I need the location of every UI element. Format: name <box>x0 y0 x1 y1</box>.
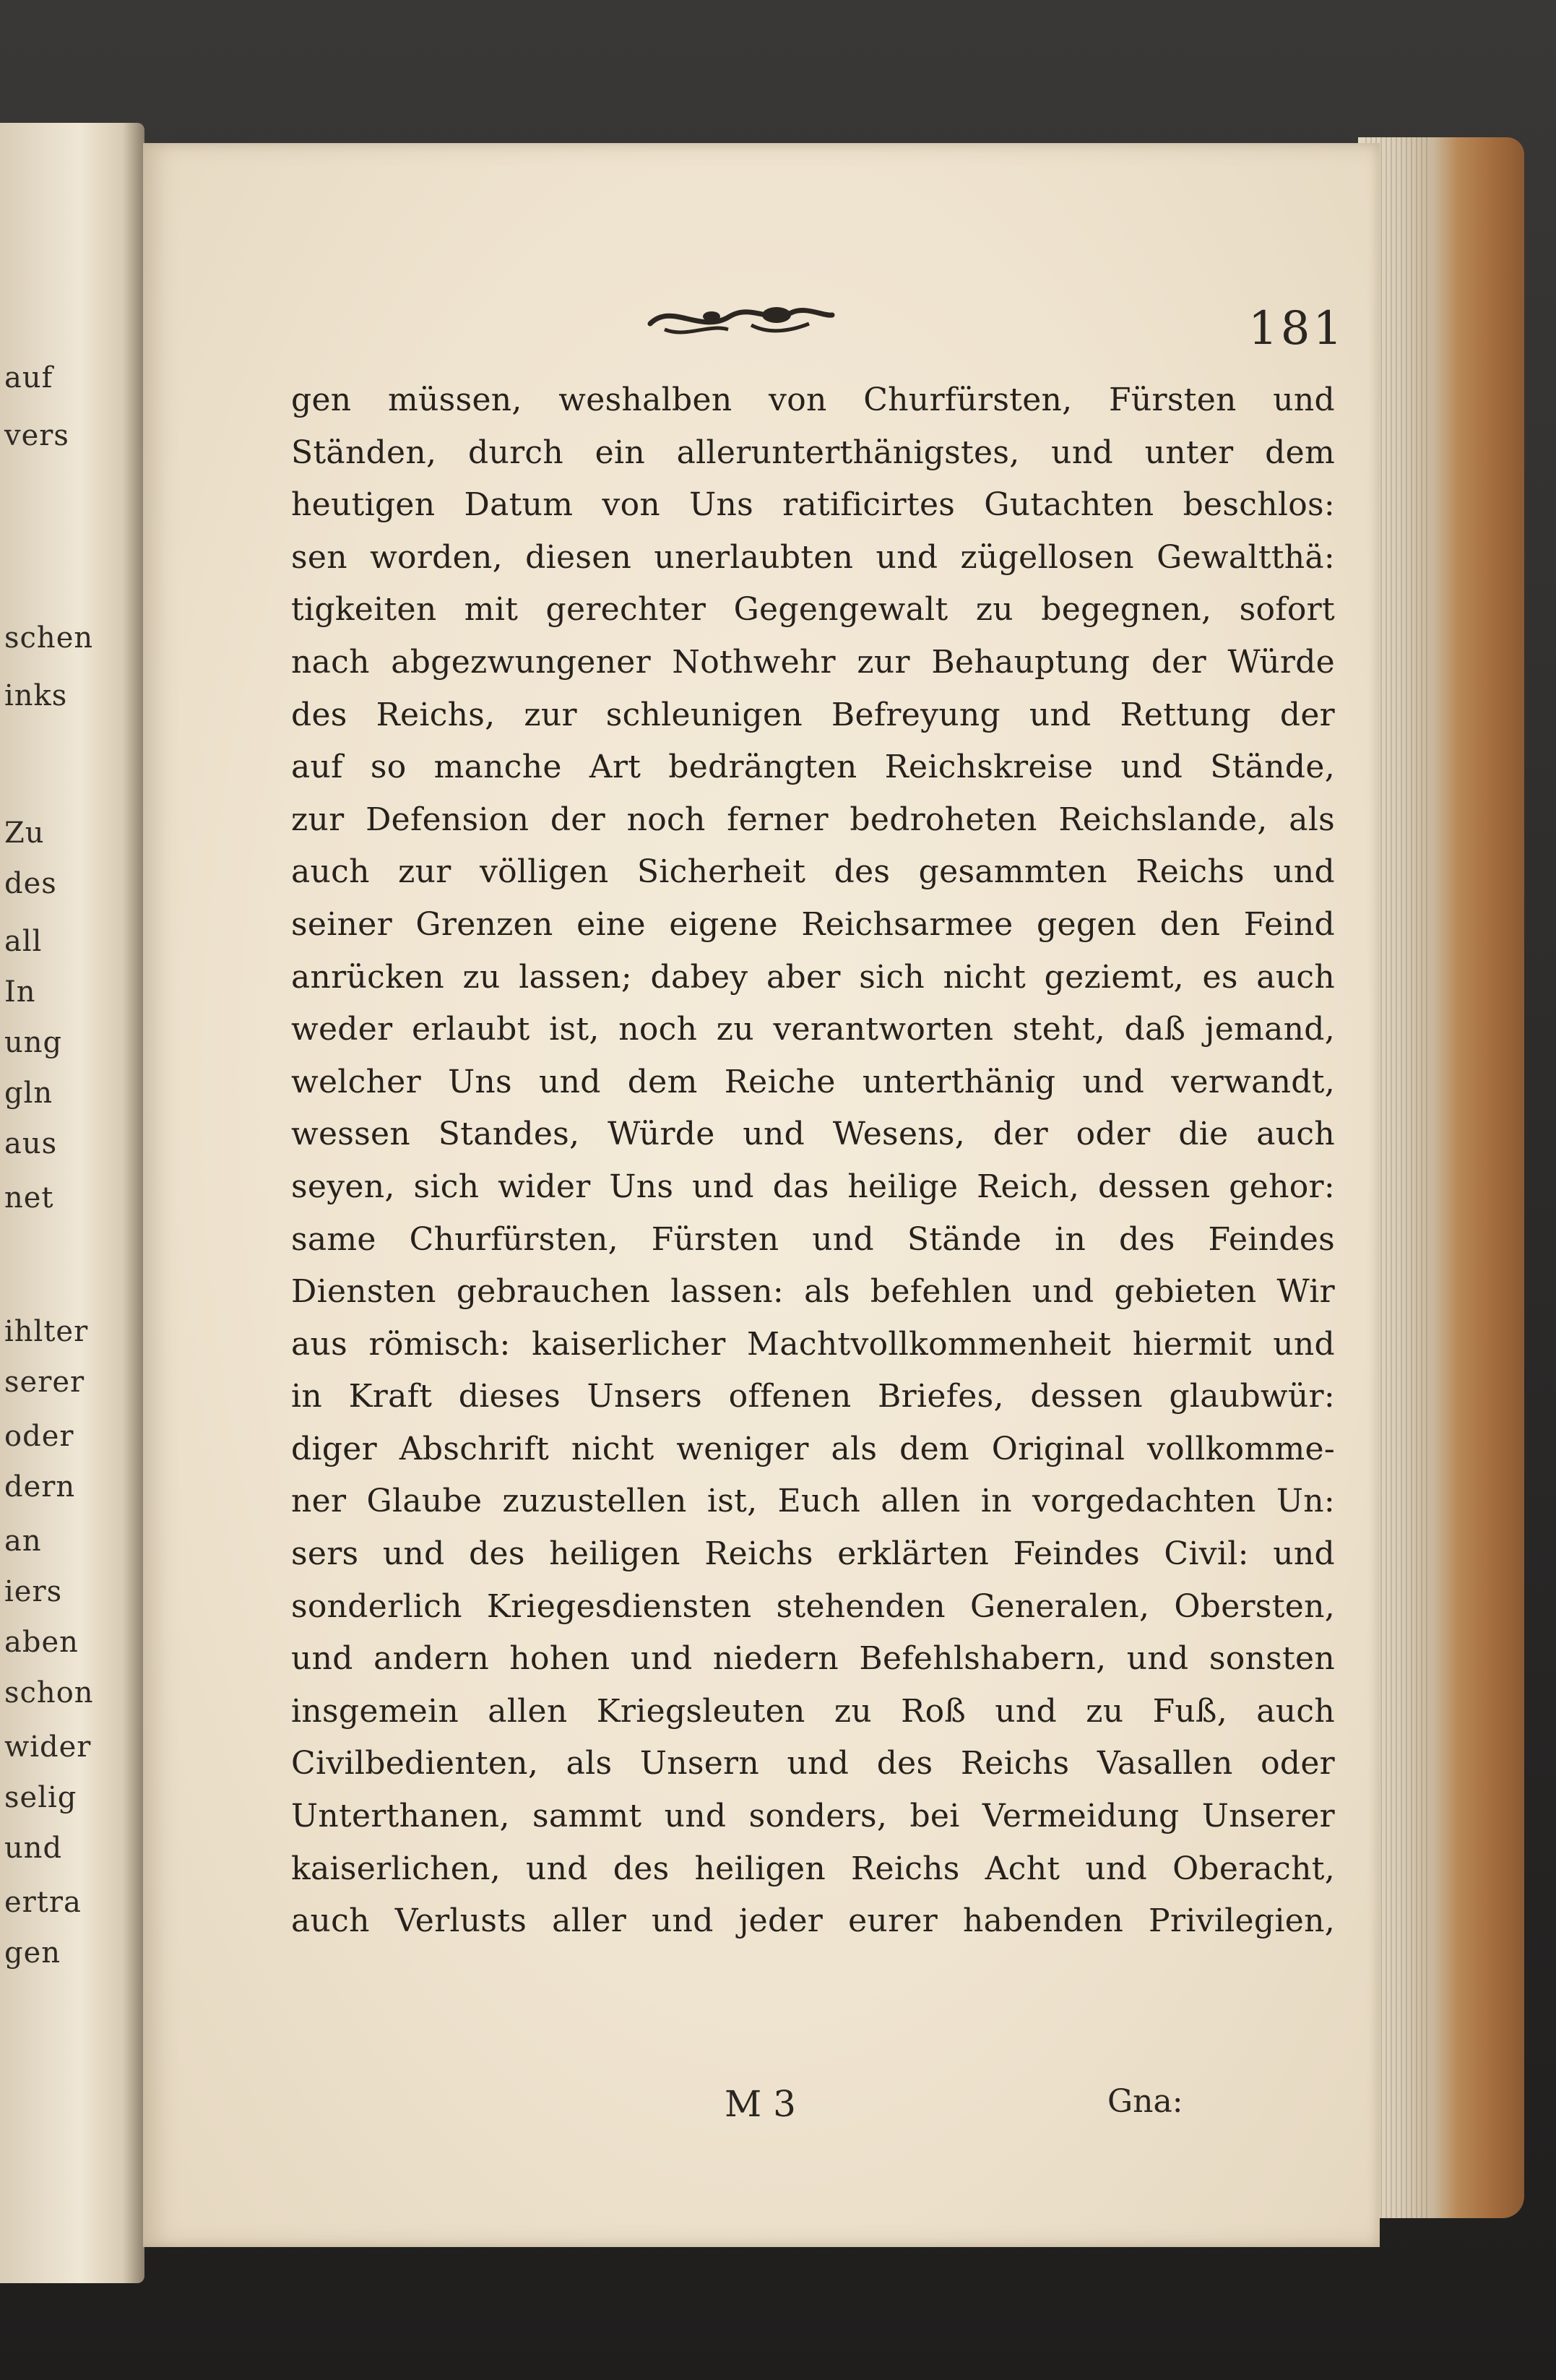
book-page <box>143 143 1380 2247</box>
text-line: aus römisch: kaiserlicher Machtvollkommenheit hiermit und <box>291 1325 1335 1363</box>
text-line: zur Defension der noch ferner bedroheten Reichslande, als <box>291 801 1335 838</box>
text-line: heutigen Datum von Uns ratificirtes Gutachten beschlos: <box>291 486 1335 524</box>
text-line: welcher Uns und dem Reiche unterthänig und verwandt, <box>291 1063 1335 1100</box>
text-line: anrücken zu lassen; dabey aber sich nicht geziemt, es auch <box>291 958 1335 996</box>
left-page-fragment: inks <box>4 679 68 712</box>
left-page-fragment: Zu <box>4 816 45 850</box>
catchword: Gna: <box>1107 2083 1183 2120</box>
left-page-fragment: all <box>4 925 43 958</box>
left-page-fragment: iers <box>4 1575 63 1608</box>
text-line: same Churfürsten, Fürsten und Stände in des Feindes <box>291 1220 1335 1258</box>
text-line: ner Glaube zuzustellen ist, Euch allen in vorgedachten Un: <box>291 1483 1335 1520</box>
text-line: gen müssen, weshalben von Churfürsten, Fürsten und <box>291 381 1335 418</box>
text-line: wessen Standes, Würde und Wesens, der oder die auch <box>291 1116 1335 1153</box>
text-line: und andern hohen und niedern Befehlshabern, und sonsten <box>291 1640 1335 1678</box>
text-line: kaiserlichen, und des heiligen Reichs Acht und Oberacht, <box>291 1850 1335 1887</box>
left-page-fragment: wider <box>4 1730 92 1764</box>
left-page-fragment: und <box>4 1832 63 1865</box>
text-line: seyen, sich wider Uns und das heilige Reich, dessen gehor: <box>291 1168 1335 1205</box>
text-line: insgemein allen Kriegsleuten zu Roß und zu Fuß, auch <box>291 1692 1335 1730</box>
left-page-fragment: schen <box>4 621 94 655</box>
text-line: Ständen, durch ein allerunterthänigstes, und unter dem <box>291 434 1335 471</box>
left-page-fragment: schon <box>4 1676 94 1709</box>
text-line: auch Verlusts aller und jeder eurer habenden Privilegien, <box>291 1902 1335 1940</box>
left-page-fragment: net <box>4 1181 54 1215</box>
text-line: sers und des heiligen Reichs erklärten Feindes Civil: und <box>291 1535 1335 1573</box>
text-line: auch zur völligen Sicherheit des gesammten Reichs und <box>291 853 1335 891</box>
left-page-fragment: ertra <box>4 1886 82 1919</box>
left-page-fragment: In <box>4 975 36 1009</box>
text-line: in Kraft dieses Unsers offenen Briefes, dessen glaubwür: <box>291 1378 1335 1415</box>
left-page-fragment: aus <box>4 1127 58 1160</box>
text-line: Civilbedienten, als Unsern und des Reichs Vasallen oder <box>291 1745 1335 1782</box>
page-number: 181 <box>1248 302 1346 355</box>
left-page-fragment: gen <box>4 1936 61 1970</box>
left-page-fragment: dern <box>4 1470 76 1504</box>
left-page-fragment: ung <box>4 1026 63 1059</box>
text-line: weder erlaubt ist, noch zu verantworten steht, daß jemand, <box>291 1011 1335 1048</box>
left-page-fragment: oder <box>4 1420 74 1453</box>
left-page-fragment: des <box>4 867 57 900</box>
text-line: Diensten gebrauchen lassen: als befehlen und gebieten Wir <box>291 1273 1335 1311</box>
signature-mark: M 3 <box>725 2083 796 2125</box>
text-line: des Reichs, zur schleunigen Befreyung und Rettung der <box>291 696 1335 733</box>
text-line: tigkeiten mit gerechter Gegengewalt zu begegnen, sofort <box>291 591 1335 629</box>
body-text <box>291 374 1335 1948</box>
text-line: auf so manche Art bedrängten Reichskreise und Stände, <box>291 749 1335 786</box>
text-line: seiner Grenzen eine eigene Reichsarmee gegen den Feind <box>291 905 1335 943</box>
left-page-fragment: gln <box>4 1077 53 1110</box>
left-facing-page <box>0 123 144 2283</box>
left-page-fragment: ihlter <box>4 1315 89 1348</box>
left-page-fragment: selig <box>4 1781 77 1814</box>
text-line: diger Abschrift nicht weniger als dem Original vollkomme- <box>291 1430 1335 1467</box>
left-page-fragment: serer <box>4 1366 85 1399</box>
left-page-fragment: aben <box>4 1626 79 1659</box>
text-line: Unterthanen, sammt und sonders, bei Vermeidung Unserer <box>291 1798 1335 1835</box>
text-line: sen worden, diesen unerlaubten und zügellosen Gewaltthä: <box>291 538 1335 576</box>
book-fore-edge <box>1358 137 1524 2218</box>
ornament-icon <box>643 295 838 345</box>
text-line: nach abgezwungener Nothwehr zur Behauptung der Würde <box>291 643 1335 681</box>
left-page-fragment: auf <box>4 361 53 394</box>
text-line: sonderlich Kriegesdiensten stehenden Generalen, Obersten, <box>291 1587 1335 1625</box>
left-page-fragment: an <box>4 1525 42 1558</box>
left-page-fragment: vers <box>4 419 69 452</box>
